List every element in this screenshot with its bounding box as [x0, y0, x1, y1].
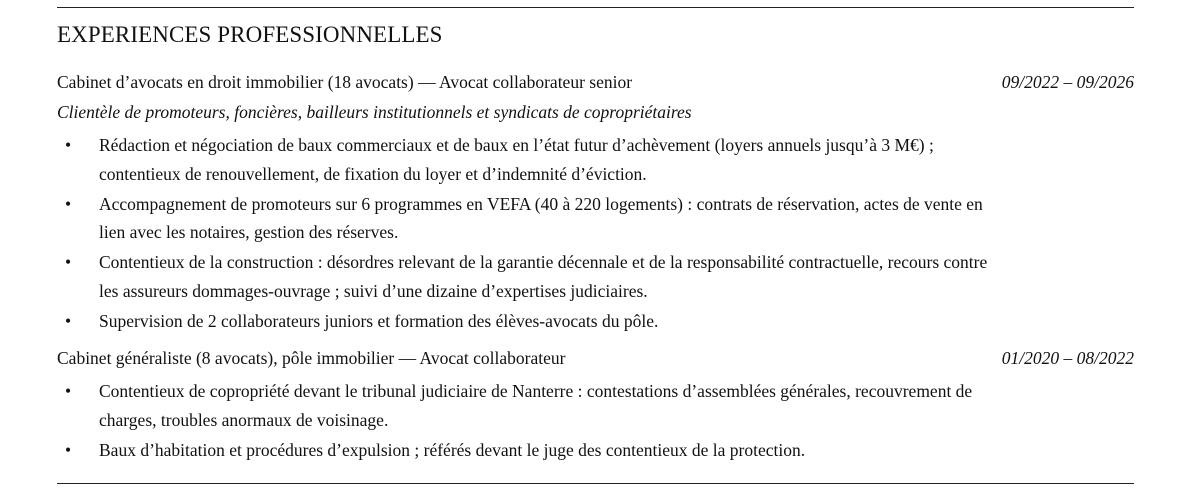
job-1-bullets: [57, 131, 989, 337]
list-item: [57, 377, 989, 434]
bullet-text: Rédaction et négociation de baux commerciaux et de baux en l’état futur d’achèvement (loyers annuels jusqu’à 3 M€) ; contentieux de renouvellement, de fixation du loyer et d’indemnité d’éviction.: [99, 135, 934, 184]
job-employer-role: Cabinet généraliste (8 avocats), pôle immobilier — Avocat collaborateur: [57, 348, 566, 368]
job-dates: 09/2022 – 09/2026: [1001, 72, 1134, 92]
job-header-2: [57, 348, 1134, 372]
bullet-text: Contentieux de la construction : désordres relevant de la garantie décennale et de la responsabilité contractuelle, recours contre les assureurs dommages-ouvrage ; suivi d’une dizaine d’expertises judiciaires.: [99, 252, 988, 301]
job-2-bullets: [57, 377, 989, 466]
job-employer-role: Cabinet d’avocats en droit immobilier (18 avocats) — Avocat collaborateur senior: [57, 72, 633, 92]
experience-section: [57, 0, 1134, 491]
job-dates: 01/2020 – 08/2022: [1001, 348, 1134, 368]
bullet-icon: •: [65, 439, 72, 460]
list-item: [57, 248, 989, 305]
list-item: [57, 307, 989, 336]
job-header-1: [57, 72, 1134, 96]
bullet-text: Supervision de 2 collaborateurs juniors et formation des élèves-avocats du pôle.: [99, 310, 659, 331]
top-divider: [57, 7, 1134, 8]
bullet-text: Baux d’habitation et procédures d’expulsion ; référés devant le juge des contentieux de la protection.: [99, 439, 806, 460]
bottom-divider: [57, 483, 1134, 484]
bullet-icon: •: [65, 193, 72, 214]
bullet-icon: •: [65, 381, 72, 401]
bullet-icon: •: [65, 252, 72, 272]
list-item: [57, 131, 989, 188]
bullet-icon: •: [65, 310, 72, 331]
list-item: [57, 190, 989, 247]
section-title: EXPERIENCES PROFESSIONNELLES: [57, 22, 443, 47]
list-item: [57, 436, 989, 465]
job-subtitle: Clientèle de promoteurs, foncières, bailleurs institutionnels et syndicats de copropriétaires: [57, 102, 692, 122]
bullet-text: Contentieux de copropriété devant le tribunal judiciaire de Nanterre : contestations d’assemblées générales, recouvrement de charges, troubles anormaux de voisinage.: [99, 381, 973, 430]
bullet-text: Accompagnement de promoteurs sur 6 programmes en VEFA (40 à 220 logements) : contrats de réservation, actes de vente en lien avec les notaires, gestion des réserves.: [99, 193, 983, 242]
bullet-icon: •: [65, 135, 72, 155]
